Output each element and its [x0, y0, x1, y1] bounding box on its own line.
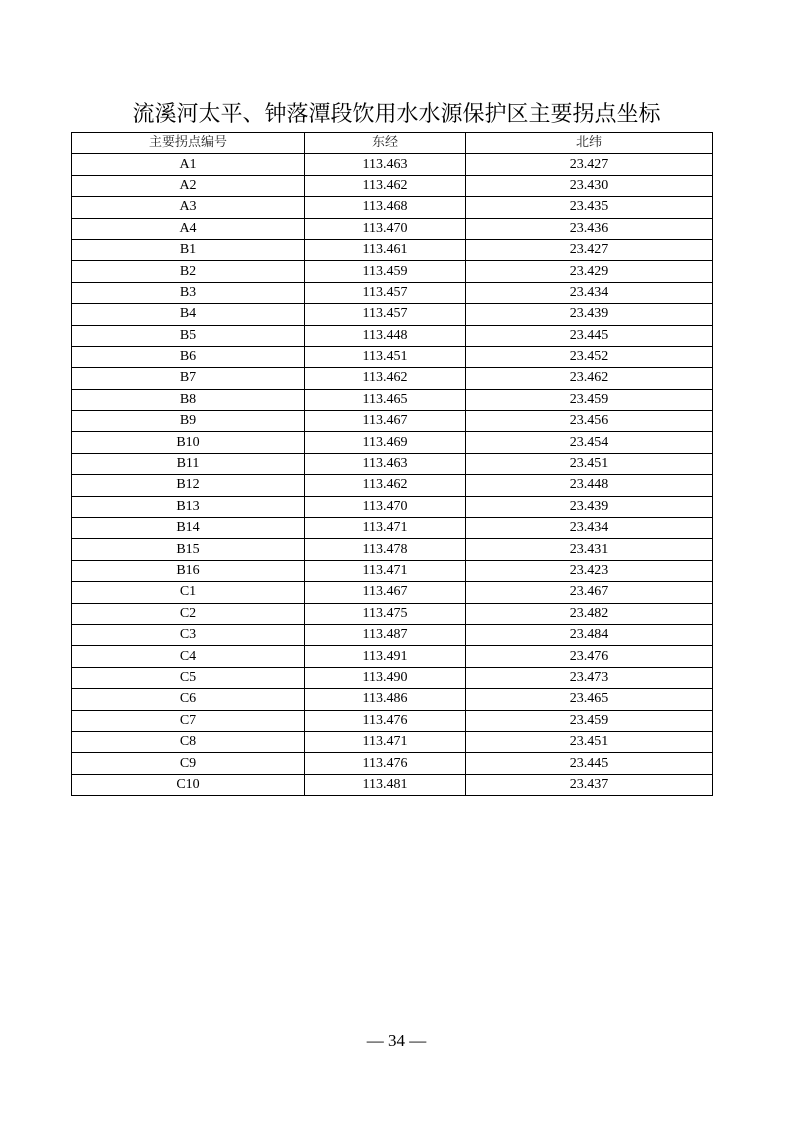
- column-header-point-id: 主要拐点编号: [72, 133, 305, 154]
- latitude-cell: 23.451: [466, 731, 713, 752]
- point-id-cell: C3: [72, 624, 305, 645]
- table-row: [72, 389, 713, 410]
- latitude-cell: 23.454: [466, 432, 713, 453]
- longitude-cell: 113.451: [305, 346, 466, 367]
- table-row: [72, 239, 713, 260]
- longitude-cell: 113.476: [305, 710, 466, 731]
- column-header-longitude: 东经: [305, 133, 466, 154]
- table-row: [72, 624, 713, 645]
- point-id-cell: C4: [72, 646, 305, 667]
- longitude-cell: 113.457: [305, 282, 466, 303]
- point-id-cell: C10: [72, 774, 305, 795]
- point-id-cell: B9: [72, 411, 305, 432]
- point-id-cell: B13: [72, 496, 305, 517]
- point-id-cell: B11: [72, 453, 305, 474]
- point-id-cell: B10: [72, 432, 305, 453]
- latitude-cell: 23.456: [466, 411, 713, 432]
- table-body: [72, 154, 713, 796]
- table-row: [72, 325, 713, 346]
- point-id-cell: B5: [72, 325, 305, 346]
- table-row: [72, 731, 713, 752]
- latitude-cell: 23.427: [466, 239, 713, 260]
- table-row: [72, 304, 713, 325]
- point-id-cell: C5: [72, 667, 305, 688]
- longitude-cell: 113.459: [305, 261, 466, 282]
- longitude-cell: 113.462: [305, 175, 466, 196]
- table-row: [72, 496, 713, 517]
- latitude-cell: 23.462: [466, 368, 713, 389]
- table-row: [72, 432, 713, 453]
- table-row: [72, 582, 713, 603]
- table-row: [72, 346, 713, 367]
- point-id-cell: B16: [72, 560, 305, 581]
- latitude-cell: 23.476: [466, 646, 713, 667]
- table-row: [72, 667, 713, 688]
- longitude-cell: 113.461: [305, 239, 466, 260]
- coordinates-table: [71, 132, 713, 796]
- table-row: [72, 411, 713, 432]
- point-id-cell: B12: [72, 475, 305, 496]
- longitude-cell: 113.478: [305, 539, 466, 560]
- latitude-cell: 23.459: [466, 710, 713, 731]
- longitude-cell: 113.467: [305, 411, 466, 432]
- latitude-cell: 23.435: [466, 197, 713, 218]
- longitude-cell: 113.486: [305, 689, 466, 710]
- longitude-cell: 113.471: [305, 518, 466, 539]
- column-header-latitude: 北纬: [466, 133, 713, 154]
- latitude-cell: 23.452: [466, 346, 713, 367]
- point-id-cell: B1: [72, 239, 305, 260]
- latitude-cell: 23.439: [466, 304, 713, 325]
- latitude-cell: 23.465: [466, 689, 713, 710]
- table-row: [72, 453, 713, 474]
- table-row: [72, 475, 713, 496]
- latitude-cell: 23.448: [466, 475, 713, 496]
- longitude-cell: 113.490: [305, 667, 466, 688]
- table-row: [72, 368, 713, 389]
- longitude-cell: 113.462: [305, 475, 466, 496]
- point-id-cell: B3: [72, 282, 305, 303]
- point-id-cell: A3: [72, 197, 305, 218]
- latitude-cell: 23.467: [466, 582, 713, 603]
- longitude-cell: 113.465: [305, 389, 466, 410]
- point-id-cell: B14: [72, 518, 305, 539]
- longitude-cell: 113.475: [305, 603, 466, 624]
- latitude-cell: 23.437: [466, 774, 713, 795]
- page-number: — 34 —: [366, 1031, 427, 1050]
- latitude-cell: 23.434: [466, 518, 713, 539]
- table-row: [72, 218, 713, 239]
- table-row: [72, 197, 713, 218]
- latitude-cell: 23.439: [466, 496, 713, 517]
- latitude-cell: 23.429: [466, 261, 713, 282]
- point-id-cell: C6: [72, 689, 305, 710]
- latitude-cell: 23.473: [466, 667, 713, 688]
- page-title: 流溪河太平、钟落潭段饮用水水源保护区主要拐点坐标: [132, 102, 661, 127]
- latitude-cell: 23.427: [466, 154, 713, 175]
- latitude-cell: 23.459: [466, 389, 713, 410]
- point-id-cell: C2: [72, 603, 305, 624]
- table-row: [72, 689, 713, 710]
- point-id-cell: B4: [72, 304, 305, 325]
- point-id-cell: A2: [72, 175, 305, 196]
- point-id-cell: B7: [72, 368, 305, 389]
- longitude-cell: 113.468: [305, 197, 466, 218]
- point-id-cell: C1: [72, 582, 305, 603]
- longitude-cell: 113.467: [305, 582, 466, 603]
- table-row: [72, 774, 713, 795]
- table-header-row: [72, 133, 713, 154]
- point-id-cell: C9: [72, 753, 305, 774]
- point-id-cell: B15: [72, 539, 305, 560]
- latitude-cell: 23.451: [466, 453, 713, 474]
- table-row: [72, 603, 713, 624]
- latitude-cell: 23.434: [466, 282, 713, 303]
- table-row: [72, 539, 713, 560]
- table-row: [72, 518, 713, 539]
- latitude-cell: 23.482: [466, 603, 713, 624]
- table-row: [72, 560, 713, 581]
- longitude-cell: 113.470: [305, 496, 466, 517]
- table-row: [72, 710, 713, 731]
- longitude-cell: 113.487: [305, 624, 466, 645]
- latitude-cell: 23.430: [466, 175, 713, 196]
- point-id-cell: B8: [72, 389, 305, 410]
- table-row: [72, 646, 713, 667]
- longitude-cell: 113.481: [305, 774, 466, 795]
- longitude-cell: 113.491: [305, 646, 466, 667]
- table-row: [72, 753, 713, 774]
- latitude-cell: 23.436: [466, 218, 713, 239]
- latitude-cell: 23.445: [466, 753, 713, 774]
- latitude-cell: 23.423: [466, 560, 713, 581]
- longitude-cell: 113.463: [305, 453, 466, 474]
- latitude-cell: 23.484: [466, 624, 713, 645]
- point-id-cell: B6: [72, 346, 305, 367]
- longitude-cell: 113.469: [305, 432, 466, 453]
- table-row: [72, 282, 713, 303]
- point-id-cell: A4: [72, 218, 305, 239]
- point-id-cell: C8: [72, 731, 305, 752]
- table-row: [72, 261, 713, 282]
- point-id-cell: B2: [72, 261, 305, 282]
- longitude-cell: 113.463: [305, 154, 466, 175]
- point-id-cell: A1: [72, 154, 305, 175]
- point-id-cell: C7: [72, 710, 305, 731]
- longitude-cell: 113.470: [305, 218, 466, 239]
- longitude-cell: 113.457: [305, 304, 466, 325]
- longitude-cell: 113.471: [305, 731, 466, 752]
- longitude-cell: 113.462: [305, 368, 466, 389]
- table-row: [72, 154, 713, 175]
- latitude-cell: 23.431: [466, 539, 713, 560]
- latitude-cell: 23.445: [466, 325, 713, 346]
- longitude-cell: 113.448: [305, 325, 466, 346]
- table-row: [72, 175, 713, 196]
- longitude-cell: 113.476: [305, 753, 466, 774]
- longitude-cell: 113.471: [305, 560, 466, 581]
